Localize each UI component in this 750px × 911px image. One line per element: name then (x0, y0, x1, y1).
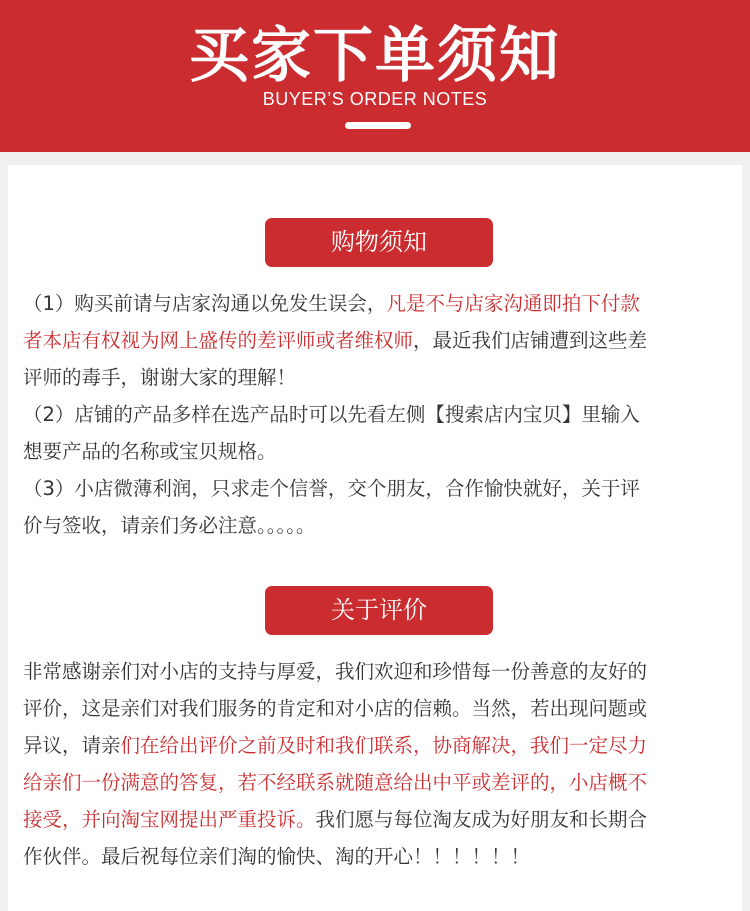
text-line (23, 690, 729, 727)
text-line (23, 838, 729, 875)
body-text: 评师的毒手，谢谢大家的理解！ (23, 366, 297, 389)
content-card (8, 165, 742, 911)
emphasis-text: 们在给出评价之前及时和我们联系，协商解决，我们一定尽力 (120, 734, 648, 757)
text-line (23, 322, 729, 359)
header-banner (0, 0, 750, 152)
text-line (23, 764, 729, 801)
emphasis-text: 接受，并向淘宝网提出严重投诉。 (23, 808, 316, 831)
text-line (23, 396, 729, 433)
text-line (23, 727, 729, 764)
title-underline-bar (345, 122, 411, 129)
page-title: 买家下单须知 (189, 21, 561, 91)
text-line (23, 653, 729, 690)
body-text: 价与签收，请亲们务必注意。。。。。 (23, 514, 316, 537)
body-text: 异议，请亲 (23, 734, 121, 757)
emphasis-text: 凡是不与店家沟通即拍下付款 (386, 292, 640, 315)
body-text: （1）购买前请与店家沟通以免发生误会， (23, 292, 387, 315)
text-line (23, 470, 729, 507)
body-text: 想要产品的名称或宝贝规格。 (23, 440, 277, 463)
text-line (23, 433, 729, 470)
section-heading-shopping-notes: 购物须知 (265, 218, 493, 267)
text-line (23, 359, 729, 396)
shopping-notes-text (23, 285, 729, 544)
body-text: （3）小店微薄利润，只求走个信誉，交个朋友，合作愉快就好，关于评 (23, 477, 640, 500)
section-heading-about-reviews: 关于评价 (265, 586, 493, 635)
body-text: （2）店铺的产品多样在选产品时可以先看左侧【搜索店内宝贝】里输入 (23, 403, 640, 426)
text-line (23, 285, 729, 322)
body-text: ，最近我们店铺遭到这些差 (413, 329, 648, 352)
body-text: 作伙伴。最后祝每位亲们淘的愉快、淘的开心！！！！！！ (23, 845, 531, 868)
text-line (23, 507, 729, 544)
text-line (23, 801, 729, 838)
page-subtitle: BUYER’S ORDER NOTES (262, 89, 488, 109)
body-text: 评价，这是亲们对我们服务的肯定和对小店的信赖。当然，若出现问题或 (23, 697, 648, 720)
emphasis-text: 给亲们一份满意的答复，若不经联系就随意给出中平或差评的，小店概不 (23, 771, 648, 794)
reviews-notes-text (23, 653, 729, 875)
body-text: 我们愿与每位淘友成为好朋友和长期合 (315, 808, 648, 831)
emphasis-text: 者本店有权视为网上盛传的差评师或者维权师 (23, 329, 414, 352)
body-text: 非常感谢亲们对小店的支持与厚爱，我们欢迎和珍惜每一份善意的友好的 (23, 660, 648, 683)
